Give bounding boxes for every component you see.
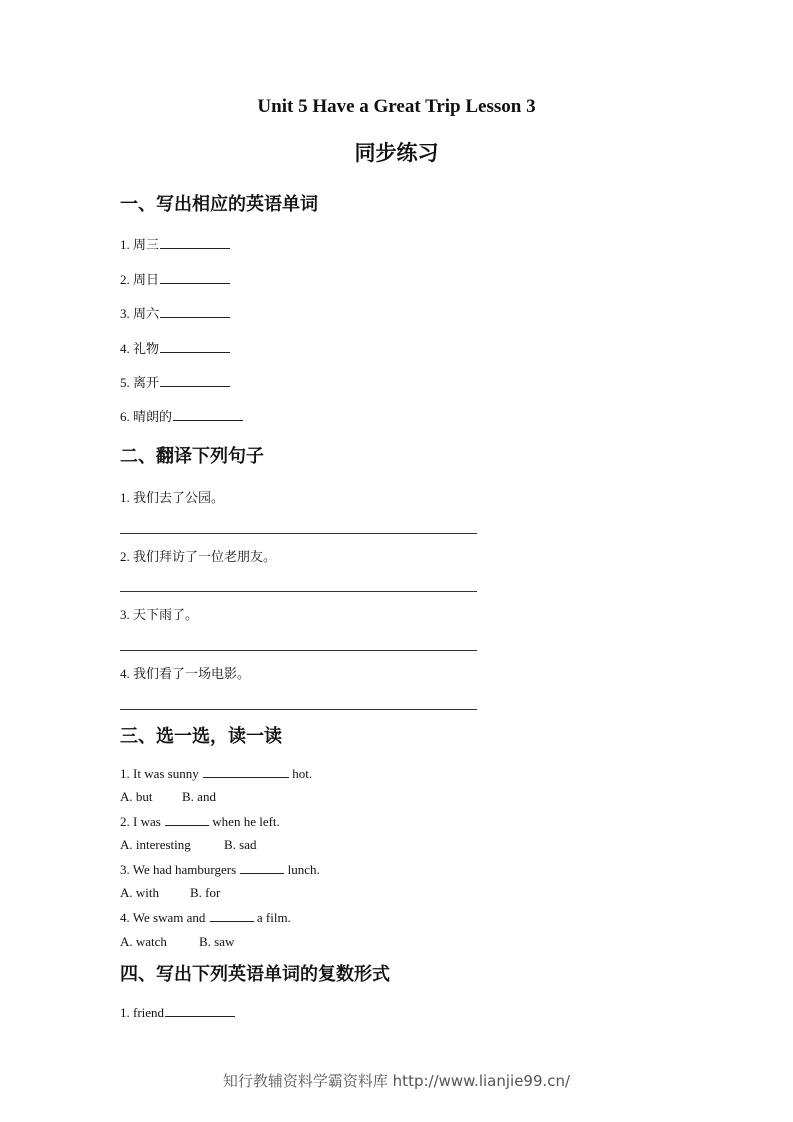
- translate-item: 4. 我们看了一场电影。: [120, 666, 251, 681]
- answer-line[interactable]: [120, 533, 477, 534]
- section-2-heading: 二、翻译下列句子: [120, 446, 264, 467]
- option-a[interactable]: A. with: [120, 885, 159, 900]
- option-a[interactable]: A. watch: [120, 934, 167, 949]
- fill-item: 1. 周三: [120, 234, 230, 253]
- answer-blank[interactable]: [240, 861, 284, 874]
- page-title: Unit 5 Have a Great Trip Lesson 3: [257, 96, 536, 117]
- fill-item: 3. 周六: [120, 303, 230, 322]
- question-options: [120, 837, 257, 853]
- answer-blank[interactable]: [165, 813, 209, 826]
- answer-blank[interactable]: [173, 408, 243, 421]
- answer-blank[interactable]: [160, 374, 230, 387]
- answer-blank[interactable]: [160, 340, 230, 353]
- translate-item: 2. 我们拜访了一位老朋友。: [120, 549, 277, 564]
- section-1-heading: 一、写出相应的英语单词: [120, 194, 318, 215]
- answer-blank[interactable]: [210, 909, 254, 922]
- option-b[interactable]: B. saw: [199, 934, 235, 949]
- question: 1. It was sunny hot.: [120, 766, 313, 781]
- option-a[interactable]: A. interesting: [120, 837, 191, 852]
- answer-blank[interactable]: [160, 305, 230, 318]
- fill-item: 2. 周日: [120, 269, 230, 288]
- fill-item: 6. 晴朗的: [120, 406, 243, 425]
- answer-blank[interactable]: [160, 236, 230, 249]
- question: 3. We had hamburgers lunch.: [120, 862, 320, 877]
- page-subtitle: 同步练习: [354, 141, 439, 165]
- option-b[interactable]: B. and: [182, 789, 216, 804]
- answer-blank[interactable]: [160, 271, 230, 284]
- section-4-heading: 四、写出下列英语单词的复数形式: [120, 964, 390, 985]
- question-options: [120, 934, 234, 950]
- answer-line[interactable]: [120, 591, 477, 592]
- question: 4. We swam and a film.: [120, 910, 291, 925]
- option-a[interactable]: A. but: [120, 789, 153, 804]
- fill-item: 4. 礼物: [120, 338, 230, 357]
- question-options: [120, 789, 216, 805]
- answer-blank[interactable]: [203, 765, 289, 778]
- section-3-heading: 三、选一选，读一读: [120, 726, 282, 747]
- fill-item: 1. friend: [120, 1004, 235, 1021]
- question: 2. I was when he left.: [120, 814, 280, 829]
- answer-line[interactable]: [120, 709, 477, 710]
- question-options: [120, 885, 220, 901]
- option-b[interactable]: B. for: [190, 885, 221, 900]
- translate-item: 1. 我们去了公园。: [120, 490, 225, 505]
- answer-line[interactable]: [120, 650, 477, 651]
- answer-blank[interactable]: [165, 1004, 235, 1017]
- option-b[interactable]: B. sad: [224, 837, 257, 852]
- translate-item: 3. 天下雨了。: [120, 607, 199, 622]
- footer-watermark: 知行教辅资料学霸资料库 http://www.lianjie99.cn/: [222, 1072, 571, 1090]
- fill-item: 5. 离开: [120, 372, 230, 391]
